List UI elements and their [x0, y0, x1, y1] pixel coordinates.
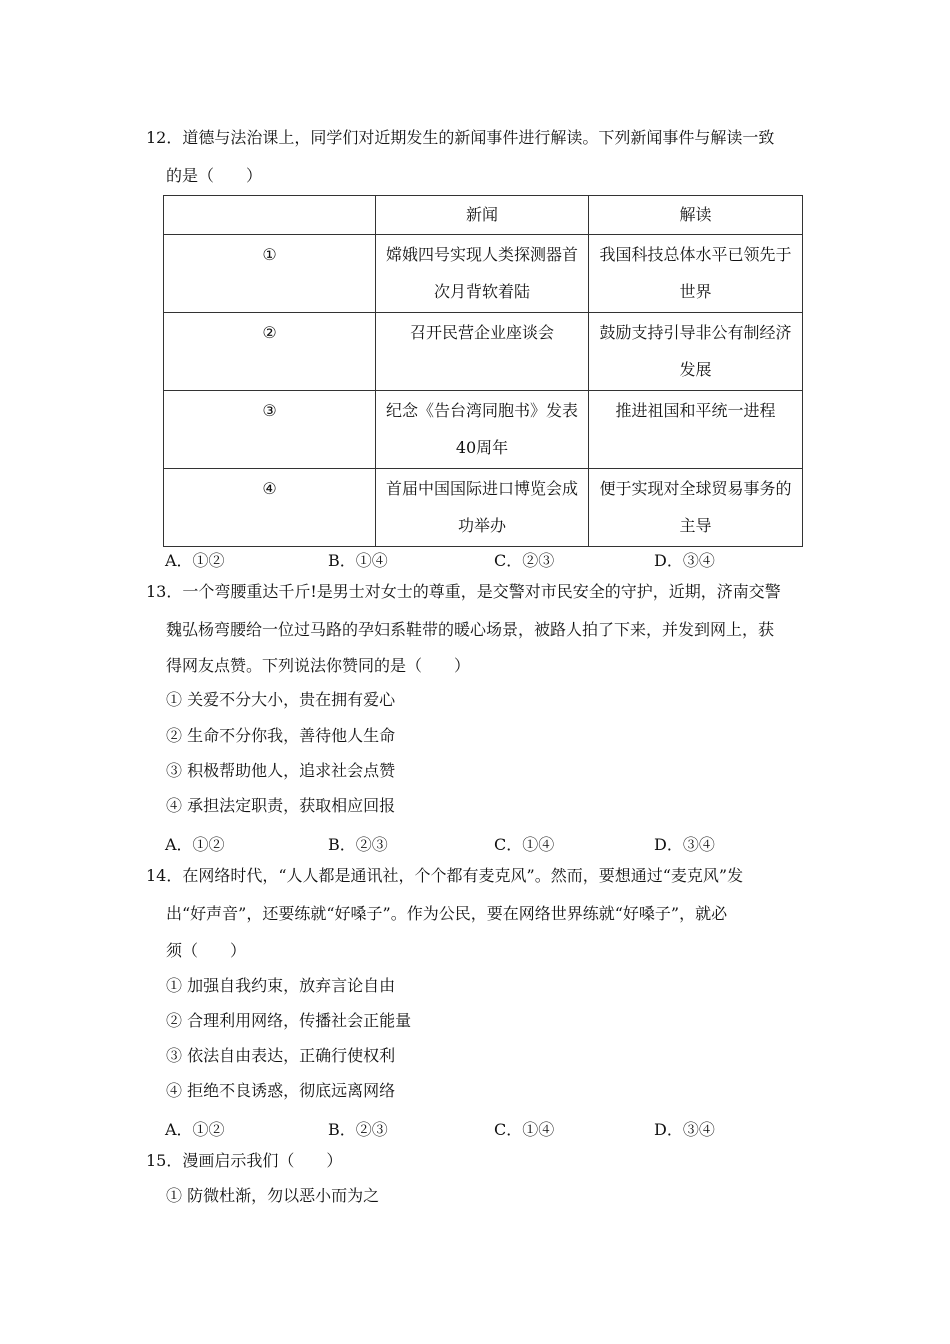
- row-number: ②: [164, 313, 376, 391]
- news-cell: [376, 235, 589, 313]
- q13-choice-c[interactable]: C．①④: [494, 835, 555, 854]
- q13-statement: ① 关爱不分大小，贵在拥有爱心: [166, 690, 396, 709]
- news-text: 次月背软着陆: [433, 282, 530, 301]
- interp-cell: [589, 469, 803, 547]
- q12-choice-b[interactable]: B．①④: [328, 551, 388, 570]
- q12-news-table: [163, 195, 803, 547]
- row-number: ④: [164, 469, 376, 547]
- q13-statement: ② 生命不分你我，善待他人生命: [166, 726, 396, 745]
- news-cell: [376, 391, 589, 469]
- news-text: 召开民营企业座谈会: [409, 323, 554, 342]
- interp-cell: [589, 313, 803, 391]
- q14-stem-line3: 须（ ）: [166, 941, 247, 960]
- q13-choice-d[interactable]: D．③④: [654, 835, 715, 854]
- q12-choice-c[interactable]: C．②③: [494, 551, 555, 570]
- interp-text: 鼓励支持引导非公有制经济: [599, 323, 792, 342]
- q12-stem-line2: 的是（ ）: [166, 166, 263, 185]
- table-header-cell: 新闻: [376, 196, 589, 235]
- q13-statement: ④ 承担法定职责，获取相应回报: [166, 796, 396, 815]
- news-text: 纪念《告台湾同胞书》发表: [385, 401, 578, 420]
- table-row: [164, 235, 803, 313]
- q14-stem-line2: 出“好声音”，还要练就“好嗓子”。作为公民，要在网络世界练就“好嗓子”，就必: [166, 904, 728, 923]
- q13-choice-b[interactable]: B．②③: [328, 835, 388, 854]
- q14-stem-line1: 14．在网络时代，“人人都是通讯社，个个都有麦克风”。然而，要想通过“麦克风”发: [146, 866, 744, 885]
- interp-text: 我国科技总体水平已领先于: [599, 245, 792, 264]
- news-text: 嫦娥四号实现人类探测器首: [385, 245, 578, 264]
- q14-statement: ③ 依法自由表达，正确行使权利: [166, 1046, 396, 1065]
- q14-choice-c[interactable]: C．①④: [494, 1120, 555, 1139]
- table-row: [164, 469, 803, 547]
- row-number: ①: [164, 235, 376, 313]
- table-row: [164, 313, 803, 391]
- interp-text: 世界: [679, 282, 712, 301]
- q14-statement: ④ 拒绝不良诱惑，彻底远离网络: [166, 1081, 396, 1100]
- table-header-cell: 解读: [589, 196, 803, 235]
- row-number: ③: [164, 391, 376, 469]
- q14-statement: ① 加强自我约束，放弃言论自由: [166, 976, 396, 995]
- q13-stem-line3: 得网友点赞。下列说法你赞同的是（ ）: [166, 656, 471, 675]
- q13-statement: ③ 积极帮助他人，追求社会点赞: [166, 761, 396, 780]
- q13-choice-a[interactable]: A．①②: [165, 835, 225, 854]
- q12-choice-a[interactable]: A．①②: [165, 551, 225, 570]
- table-header-cell: [164, 196, 376, 235]
- table-row: [164, 391, 803, 469]
- q13-stem-line2: 魏弘杨弯腰给一位过马路的孕妇系鞋带的暖心场景，被路人拍了下来，并发到网上，获: [166, 620, 775, 639]
- news-cell: [376, 469, 589, 547]
- q14-choice-b[interactable]: B．②③: [328, 1120, 388, 1139]
- q15-stem-line1: 15．漫画启示我们（ ）: [146, 1151, 343, 1170]
- q12-choice-d[interactable]: D．③④: [654, 551, 715, 570]
- interp-cell: [589, 391, 803, 469]
- news-text: 功举办: [457, 516, 506, 535]
- news-text: 40周年: [455, 438, 509, 457]
- interp-text: 发展: [679, 360, 712, 379]
- interp-text: 主导: [679, 516, 712, 535]
- q14-statement: ② 合理利用网络，传播社会正能量: [166, 1011, 412, 1030]
- interp-cell: [589, 235, 803, 313]
- q14-choice-d[interactable]: D．③④: [654, 1120, 715, 1139]
- q14-choice-a[interactable]: A．①②: [165, 1120, 225, 1139]
- q12-stem-line1: 12．道德与法治课上，同学们对近期发生的新闻事件进行解读。下列新闻事件与解读一致: [146, 128, 775, 147]
- q13-stem-line1: 13．一个弯腰重达千斤!是男士对女士的尊重，是交警对市民安全的守护，近期，济南交警: [146, 582, 781, 601]
- interp-text: 推进祖国和平统一进程: [615, 401, 776, 420]
- q15-statement: ① 防微杜渐，勿以恶小而为之: [166, 1186, 380, 1205]
- table-header-row: [164, 196, 803, 235]
- news-cell: [376, 313, 589, 391]
- interp-text: 便于实现对全球贸易事务的: [599, 479, 792, 498]
- news-text: 首届中国国际进口博览会成: [385, 479, 578, 498]
